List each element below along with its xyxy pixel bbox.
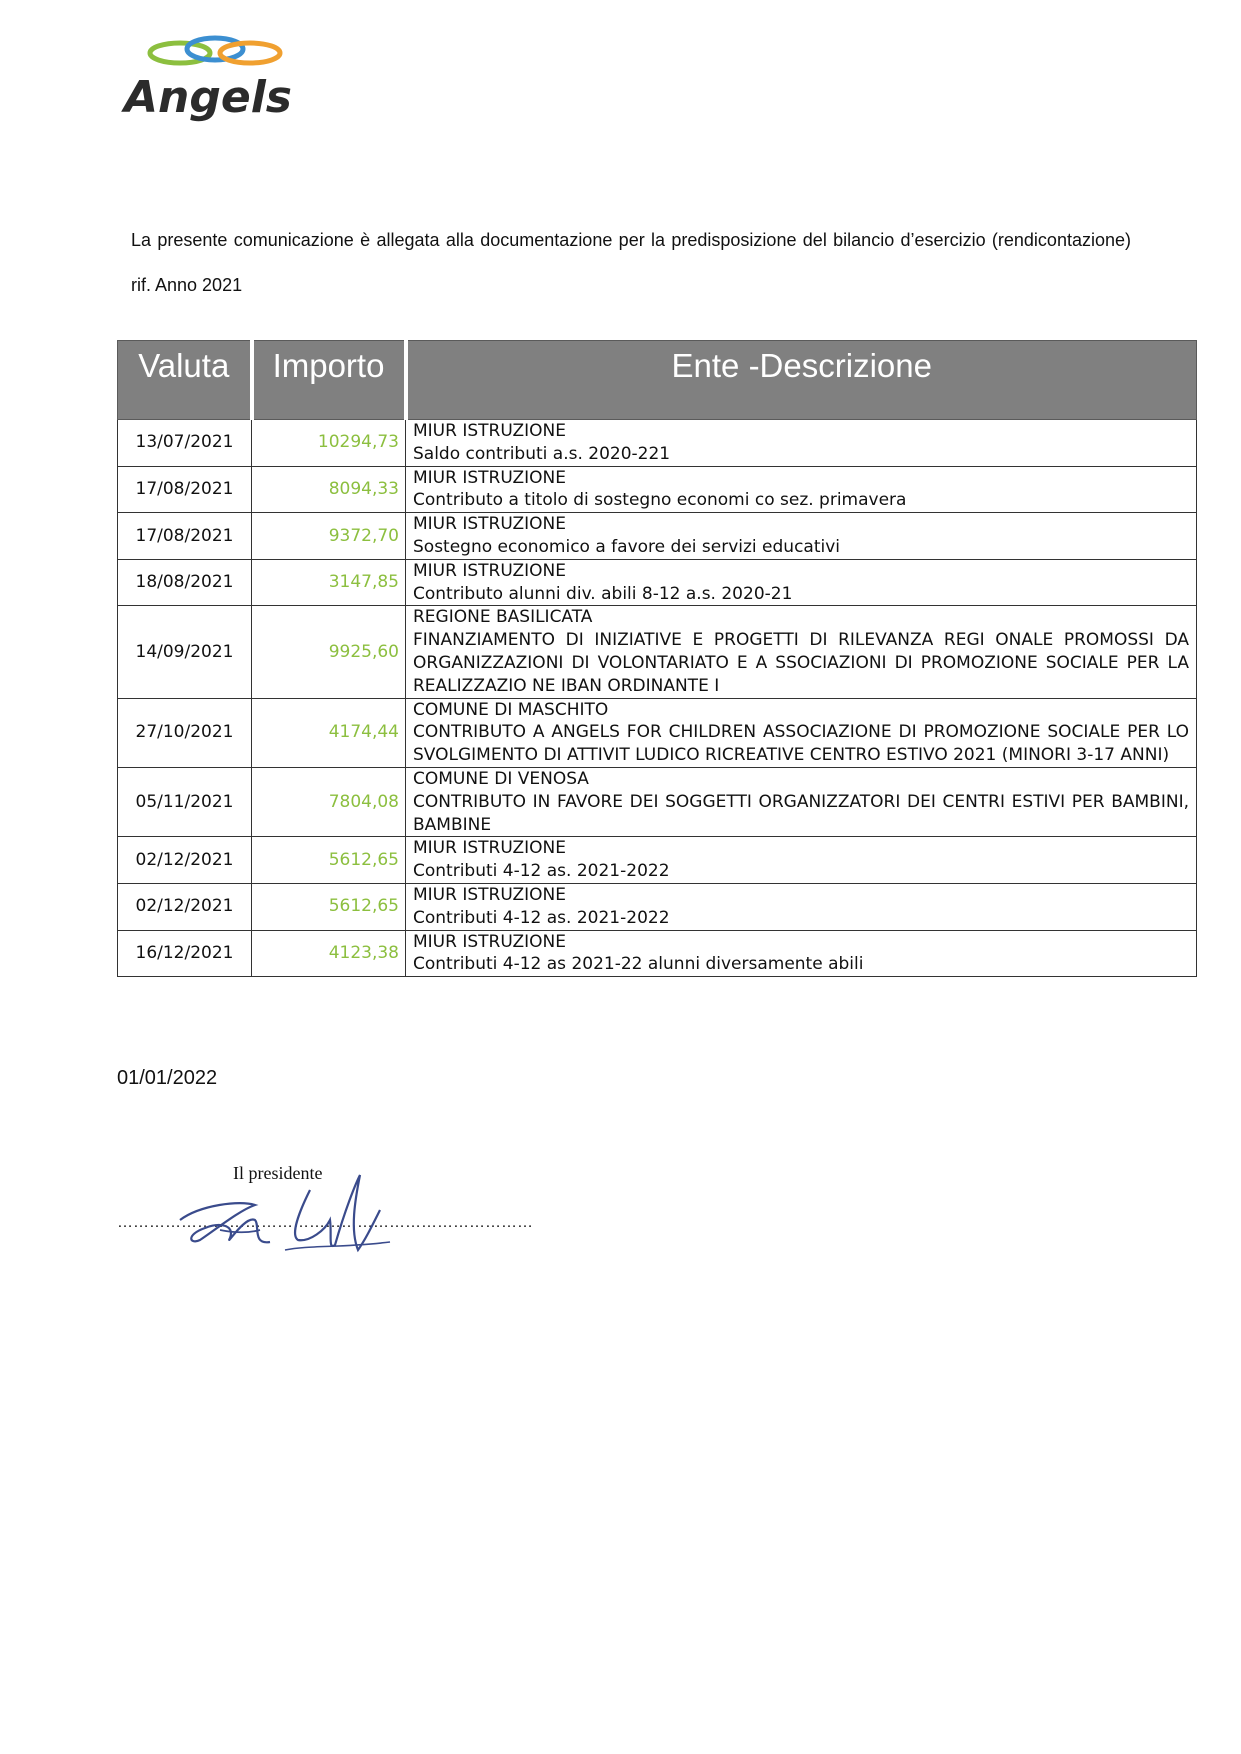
row-description: [406, 883, 1197, 930]
row-description-text: CONTRIBUTO IN FAVORE DEI SOGGETTI ORGANIZZATORI DEI CENTRI ESTIVI PER BAMBINI, BAMBINE: [413, 791, 1189, 835]
row-date: 17/08/2021: [118, 466, 252, 513]
header-valuta: Valuta: [118, 341, 252, 420]
row-amount: 3147,85: [252, 559, 406, 606]
header-descrizione: Ente -Descrizione: [406, 341, 1197, 420]
document-date: 01/01/2022: [117, 1067, 218, 1089]
row-description: [406, 767, 1197, 836]
row-description: [406, 837, 1197, 884]
row-date: 02/12/2021: [118, 837, 252, 884]
row-date: 27/10/2021: [118, 698, 252, 767]
row-entity: MIUR ISTRUZIONE: [413, 884, 566, 905]
row-date: 14/09/2021: [118, 606, 252, 698]
row-entity: MIUR ISTRUZIONE: [413, 514, 566, 535]
row-description: [406, 559, 1197, 606]
row-description: [406, 606, 1197, 698]
contributions-table: [117, 340, 1197, 977]
row-description: [406, 420, 1197, 467]
row-amount: 7804,08: [252, 767, 406, 836]
row-date: 13/07/2021: [118, 420, 252, 467]
row-entity: REGIONE BASILICATA: [413, 607, 593, 628]
logo-text: Angels: [124, 72, 292, 123]
row-entity: MIUR ISTRUZIONE: [413, 931, 566, 952]
signature-label: Il presidente: [233, 1163, 323, 1183]
row-date: 18/08/2021: [118, 559, 252, 606]
table-row: [118, 466, 1197, 513]
angels-logo: [120, 30, 310, 140]
row-entity: MIUR ISTRUZIONE: [413, 421, 566, 441]
row-description-text: Contributo a titolo di sostegno economi co sez. primavera: [413, 490, 907, 511]
row-description-text: Sostegno economico a favore dei servizi educativi: [413, 536, 841, 557]
row-description-text: Contributi 4-12 as 2021-22 alunni diversamente abili: [413, 954, 864, 975]
table-header-row: [118, 341, 1197, 420]
signature-line: ……………………………………………………………………: [117, 1214, 533, 1231]
row-date: 05/11/2021: [118, 767, 252, 836]
row-entity: COMUNE DI MASCHITO: [413, 699, 609, 720]
row-date: 16/12/2021: [118, 930, 252, 977]
row-amount: 9925,60: [252, 606, 406, 698]
row-description-text: FINANZIAMENTO DI INIZIATIVE E PROGETTI DI RILEVANZA REGI ONALE PROMOSSI DA ORGANIZZAZIONI DI VOLONTARIATO E A SSOCIAZIONI DI PROMOZIONE SOCIALE PER LA REALIZZAZIO NE IBAN ORDINANTE I: [413, 630, 1189, 696]
handwritten-signature: [160, 1150, 410, 1260]
row-description-text: CONTRIBUTO A ANGELS FOR CHILDREN ASSOCIAZIONE DI PROMOZIONE SOCIALE PER LO SVOLGIMENTO DI ATTIVIT LUDICO RICREATIVE CENTRO ESTIVO 2021 (MINORI 3-17 ANNI): [413, 722, 1189, 766]
row-entity: MIUR ISTRUZIONE: [413, 467, 566, 488]
row-amount: 10294,73: [252, 420, 406, 467]
row-entity: COMUNE DI VENOSA: [413, 768, 589, 789]
row-amount: 9372,70: [252, 513, 406, 560]
row-date: 02/12/2021: [118, 883, 252, 930]
table-row: [118, 420, 1197, 467]
row-description: [406, 930, 1197, 977]
row-amount: 4174,44: [252, 698, 406, 767]
row-description-text: Saldo contributi a.s. 2020-221: [413, 443, 671, 464]
table-row: [118, 930, 1197, 977]
row-description-text: Contributi 4-12 as. 2021-2022: [413, 907, 670, 928]
intro-paragraph: La presente comunicazione è allegata alla documentazione per la predisposizione del bilancio d’esercizio (rendicontazione) rif. Anno 2021: [131, 230, 1131, 295]
table-row: [118, 837, 1197, 884]
header-importo: Importo: [252, 341, 406, 420]
table-row: [118, 606, 1197, 698]
table-row: [118, 883, 1197, 930]
row-entity: MIUR ISTRUZIONE: [413, 838, 566, 859]
table-row: [118, 513, 1197, 560]
table-row: [118, 767, 1197, 836]
row-date: 17/08/2021: [118, 513, 252, 560]
row-amount: 8094,33: [252, 466, 406, 513]
row-description: [406, 513, 1197, 560]
table-row: [118, 698, 1197, 767]
row-entity: MIUR ISTRUZIONE: [413, 560, 566, 581]
row-amount: 5612,65: [252, 883, 406, 930]
table-row: [118, 559, 1197, 606]
row-description-text: Contributi 4-12 as. 2021-2022: [413, 861, 670, 882]
row-amount: 4123,38: [252, 930, 406, 977]
row-description: [406, 466, 1197, 513]
row-amount: 5612,65: [252, 837, 406, 884]
row-description-text: Contributo alunni div. abili 8-12 a.s. 2020-21: [413, 583, 793, 604]
row-description: [406, 698, 1197, 767]
